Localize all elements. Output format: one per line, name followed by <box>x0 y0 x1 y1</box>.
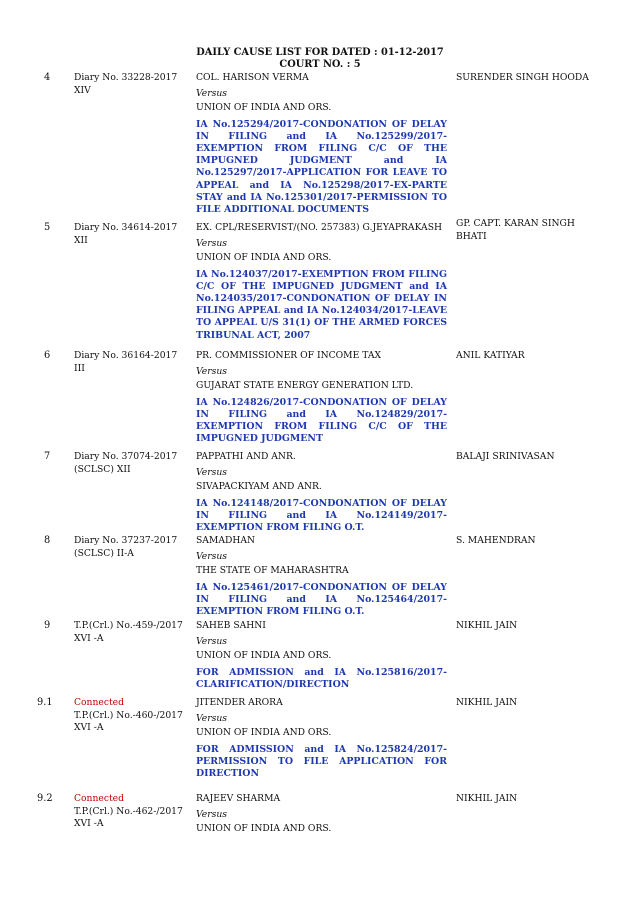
case-number <box>74 535 184 560</box>
petitioner: JITENDER ARORA <box>196 697 283 708</box>
case-number <box>74 451 184 476</box>
versus-label: Versus <box>196 466 227 478</box>
advocate: NIKHIL JAIN <box>456 793 518 804</box>
respondent: UNION OF INDIA AND ORS. <box>196 650 332 661</box>
respondent: UNION OF INDIA AND ORS. <box>196 252 332 263</box>
court-number: COURT NO. : 5 <box>279 59 361 70</box>
case-parties <box>196 72 447 216</box>
diary-number: Diary No. 33228-2017 <box>74 72 178 83</box>
respondent: THE STATE OF MAHARASHTRA <box>196 565 349 576</box>
case-parties <box>196 451 447 534</box>
case-parties <box>196 535 447 618</box>
advocate: GP. CAPT. KARAN SINGH BHATI <box>456 218 575 242</box>
case-parties <box>196 697 447 780</box>
advocate: S. MAHENDRAN <box>456 535 536 546</box>
item-number: 7 <box>44 451 51 462</box>
petitioner: SAMADHAN <box>196 535 256 546</box>
connected-label: Connected <box>74 697 124 708</box>
diary-number: Diary No. 34614-2017 <box>74 222 178 233</box>
case-number <box>74 697 184 735</box>
versus-label: Versus <box>196 808 227 820</box>
case-number <box>74 72 184 97</box>
item-number: 9.1 <box>37 697 53 708</box>
case-parties <box>196 222 447 342</box>
diary-number: T.P.(Crl.) No.-460-/2017 <box>74 709 183 721</box>
section: XIV <box>74 84 91 96</box>
respondent: GUJARAT STATE ENERGY GENERATION LTD. <box>196 380 414 391</box>
diary-number: T.P.(Crl.) No.-462-/2017 <box>74 805 183 817</box>
petitioner: PR. COMMISSIONER OF INCOME TAX <box>196 350 382 361</box>
section: XII <box>74 234 88 246</box>
item-number: 8 <box>44 535 51 546</box>
petitioner: COL. HARISON VERMA <box>196 72 309 83</box>
ia-applications: IA No.124148/2017-CONDONATION OF DELAY IN FILING and IA No.124149/2017-EXEMPTION FROM FILING O.T. <box>196 497 447 533</box>
diary-number: T.P.(Crl.) No.-459-/2017 <box>74 620 183 631</box>
section: (SCLSC) II-A <box>74 547 134 559</box>
advocate: NIKHIL JAIN <box>456 620 518 631</box>
advocate: NIKHIL JAIN <box>456 697 518 708</box>
item-number: 4 <box>44 72 51 83</box>
versus-label: Versus <box>196 87 227 99</box>
advocate: BALAJI SRINIVASAN <box>456 451 555 462</box>
item-number: 9.2 <box>37 793 53 804</box>
connected-label: Connected <box>74 793 124 804</box>
section: XVI -A <box>74 818 104 829</box>
case-parties <box>196 793 447 836</box>
respondent: UNION OF INDIA AND ORS. <box>196 727 332 738</box>
ia-applications: FOR ADMISSION and IA No.125824/2017-PERMISSION TO FILE APPLICATION FOR DIRECTION <box>196 743 447 779</box>
item-number: 9 <box>44 620 51 631</box>
versus-label: Versus <box>196 635 227 647</box>
versus-label: Versus <box>196 550 227 562</box>
petitioner: RAJEEV SHARMA <box>196 793 281 804</box>
section: (SCLSC) XII <box>74 463 131 475</box>
cause-list-title: DAILY CAUSE LIST FOR DATED : 01-12-2017 <box>196 47 444 58</box>
versus-label: Versus <box>196 237 227 249</box>
case-number <box>74 793 184 831</box>
section: XVI -A <box>74 632 104 644</box>
item-number: 5 <box>44 222 51 233</box>
versus-label: Versus <box>196 365 227 377</box>
respondent: UNION OF INDIA AND ORS. <box>196 102 332 113</box>
case-parties <box>196 350 447 445</box>
cause-list-header <box>170 47 470 71</box>
petitioner: SAHEB SAHNI <box>196 620 266 631</box>
diary-number: Diary No. 37237-2017 <box>74 535 178 546</box>
versus-label: Versus <box>196 712 227 724</box>
item-number: 6 <box>44 350 51 361</box>
case-number <box>74 222 184 247</box>
respondent: SIVAPACKIYAM AND ANR. <box>196 481 322 492</box>
diary-number: Diary No. 36164-2017 <box>74 350 178 361</box>
section: XVI -A <box>74 722 104 733</box>
ia-applications: IA No.125294/2017-CONDONATION OF DELAY IN FILING and IA No.125299/2017-EXEMPTION FROM FILING C/C OF THE IMPUGNED JUDGMENT and IA No.125297/2017-APPLICATION FOR LEAVE TO APPEAL and IA No.125298/2017-EX-PARTE STAY and IA No.125301/2017-PERMISSION TO FILE ADDITIONAL DOCUMENTS <box>196 118 447 215</box>
ia-applications: IA No.124826/2017-CONDONATION OF DELAY IN FILING and IA No.124829/2017-EXEMPTION FROM FILING C/C OF THE IMPUGNED JUDGMENT <box>196 396 447 445</box>
diary-number: Diary No. 37074-2017 <box>74 451 178 462</box>
petitioner: PAPPATHI AND ANR. <box>196 451 296 462</box>
section: III <box>74 362 85 374</box>
ia-applications: IA No.124037/2017-EXEMPTION FROM FILING C/C OF THE IMPUGNED JUDGMENT and IA No.124035/2017-CONDONATION OF DELAY IN FILING APPEAL and IA No.124034/2017-LEAVE TO APPEAL U/S 31(1) OF THE ARMED FORCES TRIBUNAL ACT, 2007 <box>196 268 447 341</box>
case-number <box>74 620 184 645</box>
petitioner: EX. CPL/RESERVIST/(NO. 257383) G.JEYAPRAKASH <box>196 222 443 233</box>
case-number <box>74 350 184 375</box>
ia-applications: FOR ADMISSION and IA No.125816/2017-CLARIFICATION/DIRECTION <box>196 666 447 690</box>
respondent: UNION OF INDIA AND ORS. <box>196 823 332 834</box>
case-parties <box>196 620 447 691</box>
ia-applications: IA No.125461/2017-CONDONATION OF DELAY IN FILING and IA No.125464/2017-EXEMPTION FROM FILING O.T. <box>196 581 447 617</box>
advocate: ANIL KATIYAR <box>456 350 525 361</box>
advocate: SURENDER SINGH HOODA <box>456 72 589 83</box>
